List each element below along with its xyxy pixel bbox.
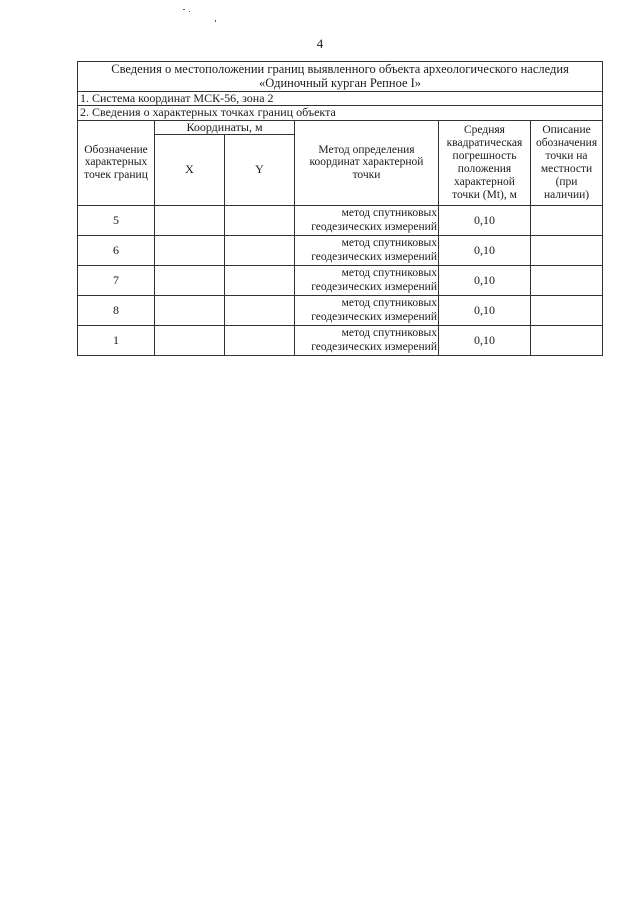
table-title-line2: «Одиночный курган Репное I» <box>259 76 422 91</box>
header-designation: Обозначение характерных точек границ <box>78 120 155 205</box>
coordinate-system-row: 1. Система координат МСК-56, зона 2 <box>78 91 603 105</box>
point-description <box>531 296 603 326</box>
scan-speck <box>183 9 185 10</box>
error-value: 0,10 <box>439 236 531 266</box>
method-cell: метод спутниковых геодезических измерений <box>295 206 439 236</box>
point-number: 5 <box>78 206 155 236</box>
coordinate-y <box>225 266 295 296</box>
table-row <box>78 326 603 356</box>
header-x: X <box>155 135 225 206</box>
table-row <box>78 266 603 296</box>
point-description <box>531 326 603 356</box>
scan-speck <box>189 11 190 12</box>
point-number: 7 <box>78 266 155 296</box>
coordinate-x <box>155 266 225 296</box>
coordinate-x <box>155 206 225 236</box>
header-method: Метод определения координат характерной точки <box>295 120 439 205</box>
header-coordinates: Координаты, м <box>155 120 295 134</box>
point-description <box>531 266 603 296</box>
table-title <box>78 62 603 92</box>
error-value: 0,10 <box>439 266 531 296</box>
coordinate-y <box>225 236 295 266</box>
method-cell: метод спутниковых геодезических измерений <box>295 326 439 356</box>
coordinate-x <box>155 236 225 266</box>
error-value: 0,10 <box>439 326 531 356</box>
table-title-line1: Сведения о местоположении границ выявленного объекта археологического наследия <box>111 62 569 76</box>
point-number: 8 <box>78 296 155 326</box>
table-row <box>78 236 603 266</box>
header-y: Y <box>225 135 295 206</box>
coordinate-x <box>155 296 225 326</box>
page-number: 4 <box>316 36 324 51</box>
header-description: Описание обозначения точки на местности (при наличии) <box>531 120 603 205</box>
point-number: 1 <box>78 326 155 356</box>
table-row <box>78 206 603 236</box>
coordinate-y <box>225 296 295 326</box>
characteristic-points-row: 2. Сведения о характерных точках границ объекта <box>78 106 603 120</box>
method-cell: метод спутниковых геодезических измерений <box>295 266 439 296</box>
point-description <box>531 206 603 236</box>
header-error: Средняя квадратическая погрешность положения характерной точки (Mt), м <box>439 120 531 205</box>
point-description <box>531 236 603 266</box>
coordinate-x <box>155 326 225 356</box>
scan-speck <box>215 20 216 22</box>
boundary-points-table <box>77 61 603 356</box>
coordinate-y <box>225 326 295 356</box>
error-value: 0,10 <box>439 296 531 326</box>
coordinate-y <box>225 206 295 236</box>
error-value: 0,10 <box>439 206 531 236</box>
point-number: 6 <box>78 236 155 266</box>
method-cell: метод спутниковых геодезических измерений <box>295 296 439 326</box>
table-row <box>78 296 603 326</box>
method-cell: метод спутниковых геодезических измерений <box>295 236 439 266</box>
